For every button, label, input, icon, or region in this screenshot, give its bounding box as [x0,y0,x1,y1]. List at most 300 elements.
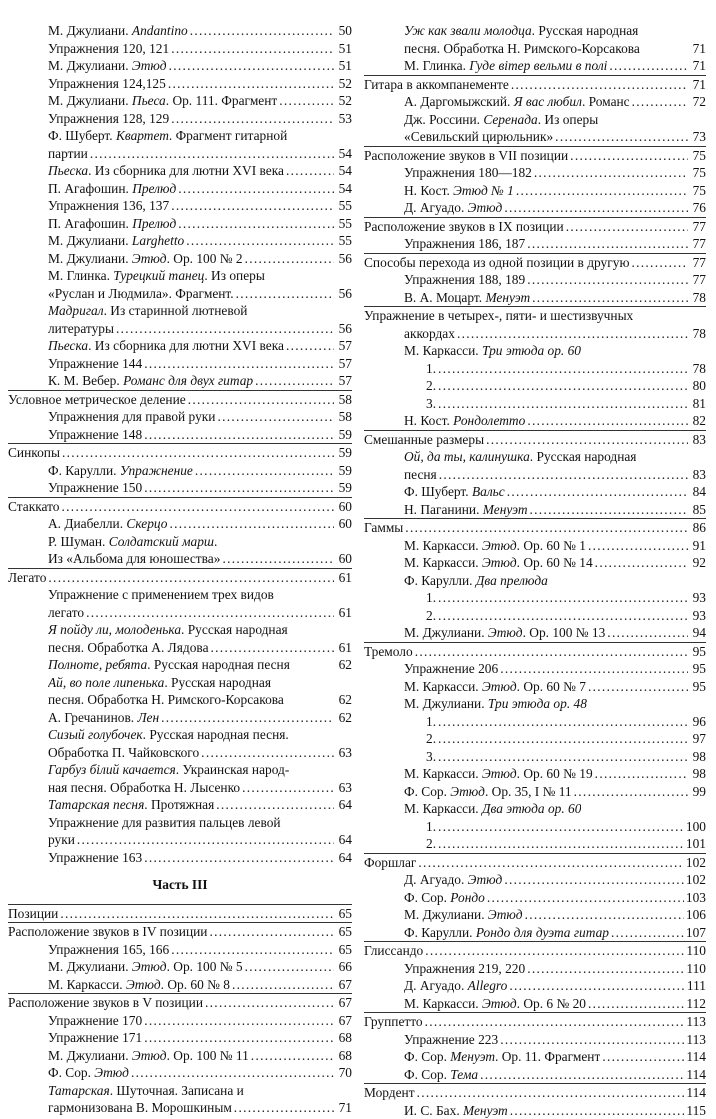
entry-text: Гаммы [364,520,403,535]
leader-dots [178,180,334,198]
page-number: 80 [690,377,706,395]
page-number: 103 [686,889,706,907]
toc-entry [8,796,352,814]
toc-entry [8,958,352,976]
leader-dots [632,93,688,111]
page-number: 71 [690,76,706,94]
page-number: 77 [690,254,706,272]
entry-title [364,147,568,165]
leader-dots [236,285,334,303]
entry-text: «Севильский цирюльник» [404,129,553,144]
toc-entry [364,889,706,907]
entry-text: Мордент [364,1085,415,1100]
entry-title [404,1066,478,1084]
entry-title [364,1084,415,1102]
toc-entry [8,479,352,497]
title-italic: Этюд [132,1048,167,1063]
entry-title [404,1031,498,1049]
toc-entry [364,412,706,430]
page-number: 63 [336,744,352,762]
page-number: 51 [336,40,352,58]
entry-text: М. Каркасси. [404,679,482,694]
leader-dots [77,831,334,849]
entry-text: Д. Агуадо. [404,978,468,993]
leader-dots [222,550,334,568]
leader-dots [511,76,688,94]
toc-entry [8,337,352,355]
toc-entry [364,1066,706,1084]
toc-entry [364,271,706,289]
toc-entry [8,709,352,727]
entry-title [48,337,284,355]
entry-title [8,391,186,409]
entry-title [404,889,485,907]
page-number: 113 [686,1031,706,1049]
entry-title [48,639,209,657]
toc-entry [8,1029,352,1047]
toc-entry [364,995,706,1013]
leader-dots [510,1102,685,1119]
entry-title [48,941,169,959]
entry-title [48,426,142,444]
page-number: 66 [336,958,352,976]
title-italic: Сизый голубочек [48,727,143,742]
leader-dots [255,372,334,390]
entry-text: Упражнение в четырех-, пяти- и шестизвучных [364,308,633,323]
entry-text: Упражнение 206 [404,661,498,676]
entry-text: Ф. Сор. [404,784,450,799]
entry-title [404,871,502,889]
leader-dots [234,1099,334,1117]
entry-title [48,761,289,779]
entry-title [404,501,528,519]
title-italic: Я вас любил [514,94,582,109]
title-italic: Три этюда ор. 48 [488,696,587,711]
entry-text: Упражнения 219, 220 [404,961,525,976]
title-italic: Татарская песня [48,797,144,812]
toc-entry [364,713,706,731]
page-number: 98 [690,748,706,766]
toc-entry [364,501,706,519]
entry-title [48,127,287,145]
page-number: 52 [336,75,352,93]
page-number: 97 [690,730,706,748]
page-number: 81 [690,395,706,413]
entry-text: . Ор. 60 № 1 [517,538,586,553]
entry-title [426,818,436,836]
entry-title [404,765,593,783]
toc-entry [8,1064,352,1082]
toc-entry [8,621,352,656]
toc-entry [364,483,706,501]
title-italic: Ой, да ты, калинушка [404,449,530,464]
title-italic: Два этюда ор. 60 [482,801,581,816]
toc-entry [364,1031,706,1049]
page-number: 114 [686,1084,706,1102]
leader-dots [186,232,334,250]
title-italic: Этюд [482,996,517,1011]
toc-entry [8,515,352,533]
leader-dots [417,1084,685,1102]
entry-title [8,444,60,462]
entry-text: К. М. Вебер. [48,373,123,388]
page-number: 82 [690,412,706,430]
page-number: 59 [336,462,352,480]
entry-text: М. Каркасси. [48,977,126,992]
leader-dots [201,744,334,762]
leader-dots [570,147,688,165]
leader-dots [48,569,334,587]
entry-text: Н. Кост. [404,413,453,428]
entry-text: Синкопы [8,445,60,460]
page-number: 54 [336,180,352,198]
title-italic: Этюд [132,959,167,974]
toc-entry [364,377,706,395]
page-number: 102 [686,871,706,889]
page-number: 102 [686,854,706,872]
leader-dots [171,110,334,128]
entry-text: Группетто [364,1014,423,1029]
leader-dots [527,960,684,978]
title-italic: Пьеска [48,163,88,178]
leader-dots [211,639,334,657]
entry-title [48,110,169,128]
leader-dots [286,162,334,180]
toc-entry [364,1012,706,1031]
entry-text: 1. [426,361,436,376]
entry-text: . Русская народная [530,449,637,464]
entry-text: Позиции [8,906,58,921]
entry-text: песня [404,467,437,482]
entry-title [48,162,284,180]
entry-title [364,854,416,872]
entry-text: . Из старинной лютневой [104,303,248,318]
entry-text: . Ор. 60 № 7 [517,679,586,694]
entry-title [48,302,247,320]
toc-entry [364,924,706,942]
toc-entry [364,835,706,853]
leader-dots [205,994,334,1012]
toc-entry [8,197,352,215]
page-number: 57 [336,337,352,355]
entry-title [48,92,277,110]
toc-entry [8,941,352,959]
toc-entry [8,215,352,233]
toc-entry [8,1047,352,1065]
entry-text: гармонизована В. Морошкиным [48,1100,232,1115]
page-number: 110 [686,942,706,960]
page-number: 54 [336,162,352,180]
title-italic: Пьеса [132,93,166,108]
leader-dots [171,40,334,58]
entry-title [48,180,176,198]
entry-text: Ф. Сор. [404,890,450,905]
toc-entry [364,1048,706,1066]
entry-text: 3. [426,396,436,411]
entry-text: Расположение звуков в IV позиции [8,924,207,939]
toc-entry [8,656,352,674]
entry-text: Расположение звуков в VII позиции [364,148,568,163]
leader-dots [439,466,688,484]
entry-text: Ф. Сор. [404,1067,450,1082]
leader-dots [190,22,334,40]
entry-text: . Протяжная [144,797,214,812]
entry-text: Упражнения 186, 187 [404,236,525,251]
entry-title [404,342,581,360]
title-italic: Этюд [94,1065,129,1080]
entry-title [48,250,243,268]
leader-dots [60,905,334,923]
entry-title [48,22,188,40]
entry-text: Р. Шуман. [48,534,109,549]
page-number: 77 [690,271,706,289]
toc-entry [8,726,352,761]
title-italic: Менуэт [463,1103,508,1118]
leader-dots [516,182,688,200]
toc-entry [8,22,352,40]
title-italic: Прелюд [132,181,176,196]
entry-title [404,22,638,40]
entry-text: . Из сборника для лютни XVI века [88,163,284,178]
entry-title [404,678,586,696]
entry-title [426,607,436,625]
entry-title [48,533,217,551]
entry-title [48,814,281,832]
toc-entry [364,695,706,713]
toc-entry [8,57,352,75]
leader-dots [144,426,334,444]
entry-title [48,976,230,994]
title-italic: Ай, во поле липенька [48,675,164,690]
page-number: 68 [336,1047,352,1065]
leader-dots [525,906,684,924]
page-number: 56 [336,285,352,303]
toc-entry [8,1082,352,1117]
leader-dots [144,355,334,373]
leader-dots [500,660,688,678]
entry-text: Ф. Карулли. [404,925,476,940]
page-number: 67 [336,994,352,1012]
toc-entry [364,853,706,872]
toc-entry [364,395,706,413]
page-number: 113 [686,1013,706,1031]
toc-entry [8,92,352,110]
title-italic: Лен [137,710,159,725]
entry-text: . Романс [582,94,630,109]
page-number: 64 [336,849,352,867]
entry-text: ная песня. Обработка Н. Лысенко [48,780,240,795]
entry-title [426,748,436,766]
entry-text: Стаккато [8,499,60,514]
leader-dots [178,215,334,233]
leader-dots [527,412,688,430]
entry-title [48,75,166,93]
leader-dots [609,57,688,75]
toc-entry [364,253,706,272]
entry-title [48,197,169,215]
entry-text: песня. Обработка Н. Римского-Корсакова [404,41,640,56]
entry-title [426,713,436,731]
leader-dots [144,849,334,867]
page-number: 73 [690,128,706,146]
page-number: 55 [336,232,352,250]
toc-entry [364,111,706,146]
entry-text: легато [48,605,84,620]
entry-text: Упражнения 124,125 [48,76,166,91]
entry-text: Н. Паганини. [404,502,483,517]
leader-dots [500,1031,684,1049]
toc-entry [8,75,352,93]
entry-title [8,923,207,941]
entry-text: . Шуточная. Записана и [110,1083,244,1098]
entry-title [48,320,114,338]
leader-dots [171,941,334,959]
entry-text: . Ор. 100 № 13 [523,625,606,640]
toc-entry [364,783,706,801]
entry-title [404,660,498,678]
page-number: 77 [690,218,706,236]
page-number: 86 [690,519,706,537]
leader-dots [438,589,688,607]
page-number: 68 [336,1029,352,1047]
page-number: 62 [336,709,352,727]
leader-dots [161,709,334,727]
page-number: 71 [690,40,706,58]
toc-entry [8,426,352,444]
entry-text: М. Джулиани. [404,907,488,922]
page-number: 101 [686,835,706,853]
entry-text: песня. Обработка Н. Римского-Корсакова [48,692,284,707]
leader-dots [405,519,688,537]
leader-dots [131,1064,334,1082]
leader-dots [279,92,334,110]
leader-dots [504,871,684,889]
leader-dots [90,145,334,163]
title-italic: Этюд [482,555,517,570]
page-number: 83 [690,431,706,449]
page-number: 59 [336,444,352,462]
entry-title [48,145,88,163]
title-italic: Этюд [450,784,485,799]
entry-title [426,730,436,748]
entry-text: . Русская народная [181,622,288,637]
entry-title [48,779,240,797]
leader-dots [530,501,689,519]
title-italic: Этюд № 1 [453,183,514,198]
entry-title [48,479,142,497]
entry-title [404,412,525,430]
title-italic: Larghetto [132,233,184,248]
entry-title [426,395,436,413]
entry-text: . Русская народная песня [147,657,290,672]
toc-entry [8,110,352,128]
leader-dots [595,554,688,572]
page-number: 72 [690,93,706,111]
entry-title [404,57,607,75]
page-number: 85 [690,501,706,519]
page-number: 114 [686,1066,706,1084]
page-number: 55 [336,215,352,233]
toc-entry [364,871,706,889]
entry-title [426,589,436,607]
entry-text: М. Каркасси. [404,801,482,816]
entry-title [404,800,581,818]
entry-text: Расположение звуков в IX позиции [364,219,564,234]
page-number: 93 [690,589,706,607]
title-italic: Рондо [450,890,485,905]
page-number: 75 [690,182,706,200]
toc-entry [8,127,352,162]
leader-dots [611,924,684,942]
leader-dots [144,1029,334,1047]
entry-text: Упражнения 136, 137 [48,198,169,213]
toc-entry [8,497,352,516]
entry-text: . [214,534,217,549]
entry-text: . Ор. 100 № 2 [167,251,243,266]
entry-text: 1. [426,714,436,729]
toc-entry [364,306,706,342]
leader-dots [438,713,688,731]
page-number: 114 [686,1048,706,1066]
entry-title [48,831,75,849]
entry-title [364,307,633,325]
page-number: 52 [336,92,352,110]
toc-entry [364,642,706,661]
entry-title [404,960,525,978]
entry-text: Упражнение для развития пальцев левой [48,815,281,830]
toc-entry [364,977,706,995]
toc-entry [364,518,706,537]
toc-entry [364,572,706,590]
entry-title [364,254,629,272]
toc-entry [364,624,706,642]
entry-text: песня. Обработка А. Лядова [48,640,209,655]
leader-dots [425,1013,685,1031]
toc-entry [8,162,352,180]
toc-entry [8,904,352,923]
title-italic: Этюд [482,538,517,553]
page-number: 94 [690,624,706,642]
toc-entry [364,448,706,483]
toc-entry [8,586,352,621]
toc-column-left [8,22,352,1117]
entry-text: аккордах [404,326,455,341]
title-italic: Турецкий танец [113,268,204,283]
title-italic: Уж как звали молодца [404,23,532,38]
page-number: 51 [336,57,352,75]
entry-text: Упражнение 223 [404,1032,498,1047]
toc-entry [364,589,706,607]
entry-title [404,1102,508,1119]
toc-entry [364,765,706,783]
page-number: 57 [336,372,352,390]
leader-dots [169,515,334,533]
entry-title [404,325,455,343]
entry-text: В. А. Моцарт. [404,290,485,305]
page-number: 83 [690,466,706,484]
page-number: 78 [690,289,706,307]
entry-title [404,40,640,58]
entry-title [8,905,58,923]
entry-text: Ф. Карулли. [48,463,120,478]
entry-title [404,554,593,572]
toc-entry [8,390,352,409]
leader-dots [509,977,685,995]
title-italic: Менуэт [485,290,530,305]
entry-text: М. Каркасси. [404,555,482,570]
leader-dots [486,431,688,449]
entry-title [364,1013,423,1031]
